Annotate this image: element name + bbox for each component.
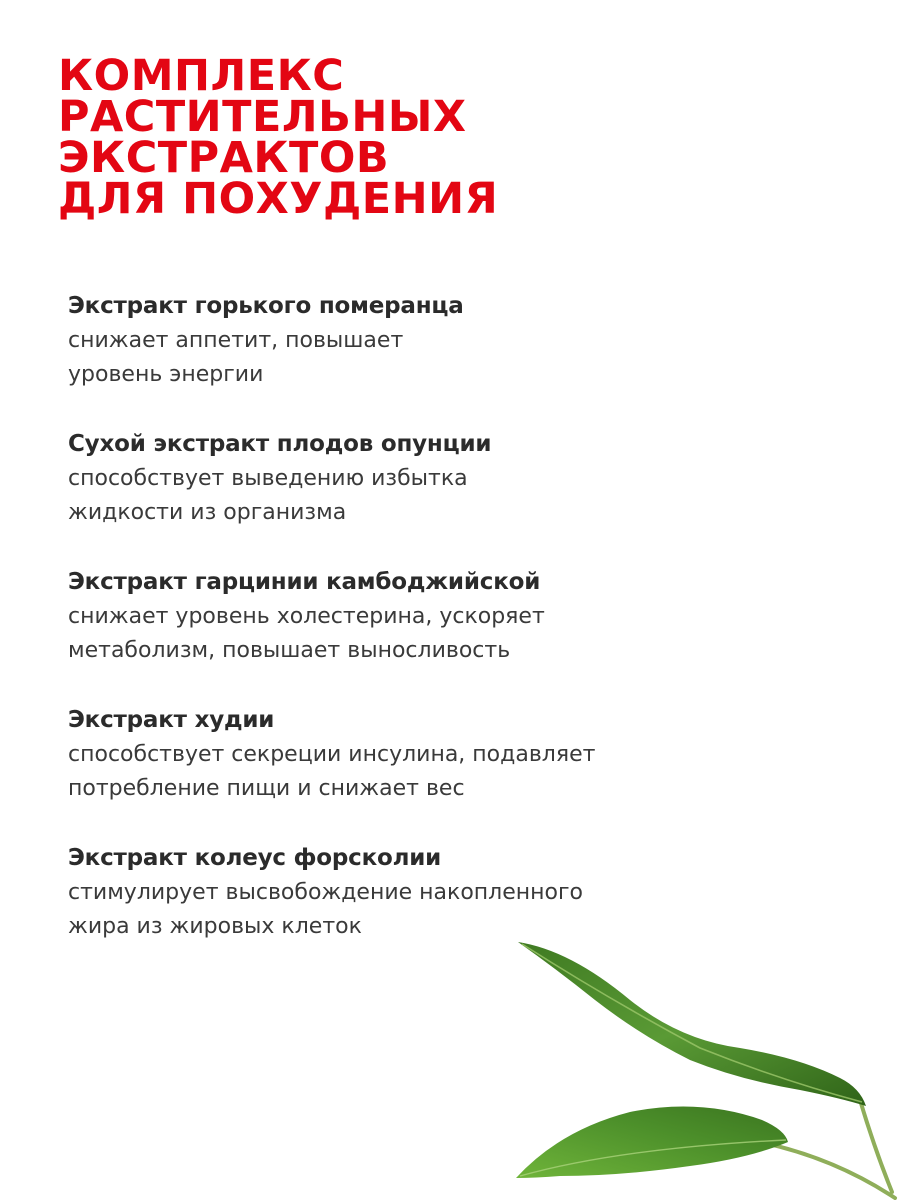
extract-description-line: снижает уровень холестерина, ускоряет	[68, 604, 545, 629]
extract-name: Экстракт горького померанца	[68, 293, 464, 319]
extract-item-hoodia	[68, 702, 708, 806]
extract-name: Сухой экстракт плодов опунции	[68, 431, 492, 457]
page-title	[58, 51, 499, 224]
extract-item-coleus	[68, 840, 708, 944]
extract-description-line: потребление пищи и снижает вес	[68, 776, 465, 801]
extract-description-line: метаболизм, повышает выносливость	[68, 638, 511, 663]
extract-description-line: жидкости из организма	[68, 500, 347, 525]
title-line-4: ДЛЯ ПОХУДЕНИЯ	[58, 174, 499, 224]
extract-name: Экстракт гарцинии камбоджийской	[68, 569, 541, 595]
extract-item-opuntia	[68, 426, 708, 530]
title-line-2: РАСТИТЕЛЬНЫХ	[58, 92, 467, 142]
title-line-1: КОМПЛЕКС	[58, 51, 345, 101]
title-line-3: ЭКСТРАКТОВ	[58, 133, 390, 183]
extract-item-garcinia	[68, 564, 708, 668]
extract-list	[68, 288, 708, 978]
extract-description-line: способствует секреции инсулина, подавляет	[68, 742, 596, 767]
extract-name: Экстракт худии	[68, 707, 275, 733]
extract-description-line: жира из жировых клеток	[68, 914, 362, 939]
leaf-icon	[500, 930, 900, 1200]
extract-name: Экстракт колеус форсколии	[68, 845, 442, 871]
extract-item-bitter-orange	[68, 288, 708, 392]
extract-description-line: стимулирует высвобождение накопленного	[68, 880, 584, 905]
extract-description-line: снижает аппетит, повышает	[68, 328, 404, 353]
extract-description-line: способствует выведению избытка	[68, 466, 468, 491]
extract-description-line: уровень энергии	[68, 362, 264, 387]
